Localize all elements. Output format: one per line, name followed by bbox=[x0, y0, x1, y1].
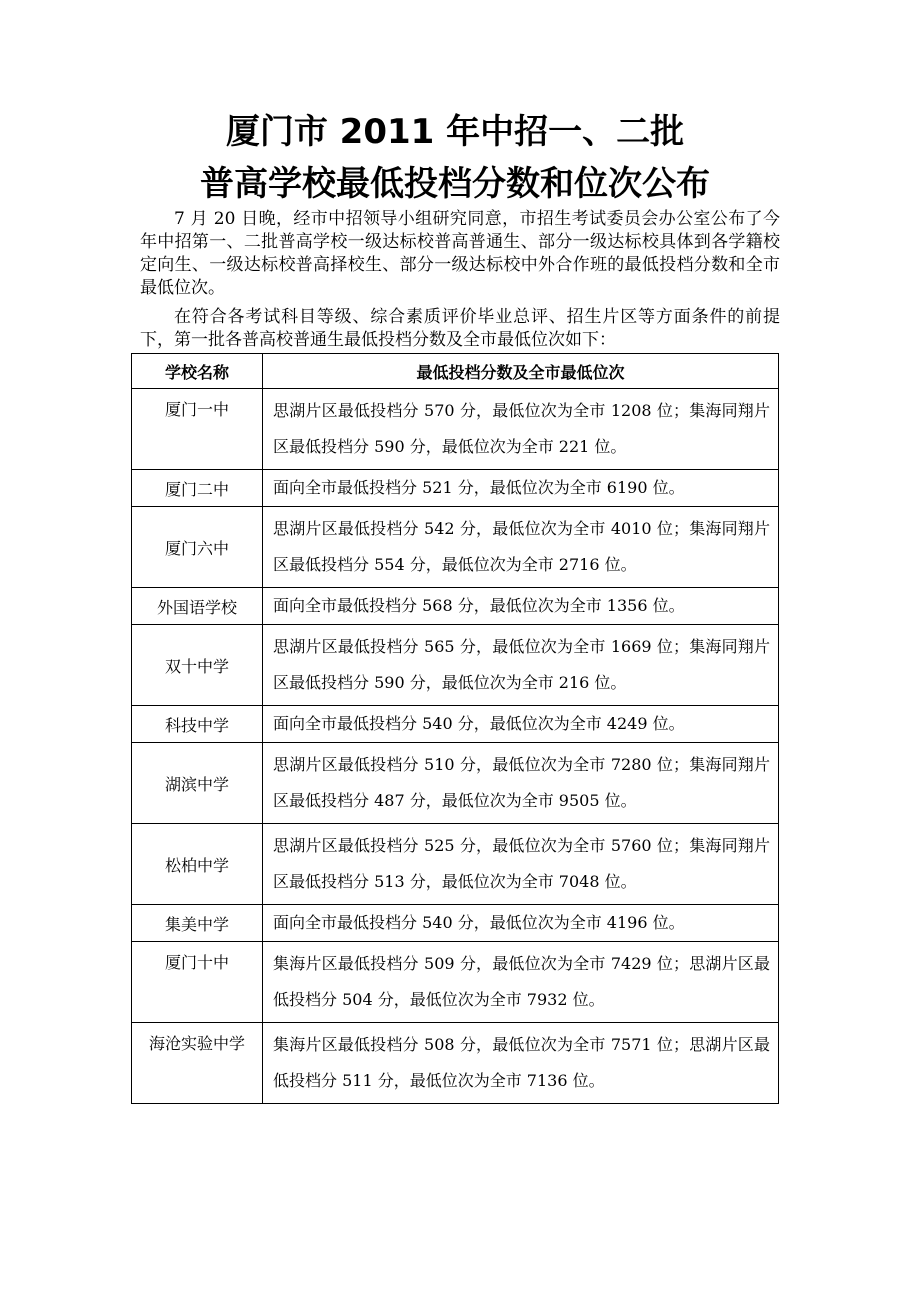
school-name: 厦门二中 bbox=[132, 470, 263, 507]
header-score-rank: 最低投档分数及全市最低位次 bbox=[263, 354, 779, 389]
school-score-desc: 思湖片区最低投档分 525 分，最低位次为全市 5760 位；集海同翔片区最低投档分 513 分，最低位次为全市 7048 位。 bbox=[263, 824, 779, 905]
table-header-row bbox=[132, 354, 779, 389]
school-score-desc: 面向全市最低投档分 540 分，最低位次为全市 4196 位。 bbox=[263, 905, 779, 942]
school-name: 双十中学 bbox=[132, 625, 263, 706]
school-name: 集美中学 bbox=[132, 905, 263, 942]
title-line-2: 普高学校最低投档分数和位次公布 bbox=[200, 164, 710, 204]
table-row bbox=[132, 507, 779, 588]
title-line-1: 厦门市 2011 年中招一、二批 bbox=[225, 112, 685, 152]
school-name: 厦门十中 bbox=[132, 942, 263, 1023]
table-row bbox=[132, 625, 779, 706]
school-score-desc: 思湖片区最低投档分 565 分，最低位次为全市 1669 位；集海同翔片区最低投档分 590 分，最低位次为全市 216 位。 bbox=[263, 625, 779, 706]
table-row bbox=[132, 470, 779, 507]
intro-paragraph: 7 月 20 日晚，经市中招领导小组研究同意，市招生考试委员会办公室公布了今年中招第一、二批普高学校一级达标校普高普通生、部分一级达标校具体到各学籍校定向生、一级达标校普高择校生、部分一级达标校中外合作班的最低投档分数和全市最低位次。 bbox=[140, 209, 780, 298]
school-score-desc: 集海片区最低投档分 508 分，最低位次为全市 7571 位；思湖片区最低投档分 511 分，最低位次为全市 7136 位。 bbox=[263, 1023, 779, 1104]
table-row bbox=[132, 1023, 779, 1104]
school-score-desc: 面向全市最低投档分 568 分，最低位次为全市 1356 位。 bbox=[263, 588, 779, 625]
table-row bbox=[132, 389, 779, 470]
table-row bbox=[132, 942, 779, 1023]
school-score-desc: 集海片区最低投档分 509 分，最低位次为全市 7429 位；思湖片区最低投档分 504 分，最低位次为全市 7932 位。 bbox=[263, 942, 779, 1023]
school-score-desc: 思湖片区最低投档分 570 分，最低位次为全市 1208 位；集海同翔片区最低投档分 590 分，最低位次为全市 221 位。 bbox=[263, 389, 779, 470]
score-table bbox=[131, 353, 779, 1104]
school-score-desc: 思湖片区最低投档分 542 分，最低位次为全市 4010 位；集海同翔片区最低投档分 554 分，最低位次为全市 2716 位。 bbox=[263, 507, 779, 588]
condition-paragraph: 在符合各考试科目等级、综合素质评价毕业总评、招生片区等方面条件的前提下，第一批各普高校普通生最低投档分数及全市最低位次如下： bbox=[140, 307, 780, 350]
school-name: 厦门六中 bbox=[132, 507, 263, 588]
table-row bbox=[132, 706, 779, 743]
table-row bbox=[132, 743, 779, 824]
school-score-desc: 面向全市最低投档分 521 分，最低位次为全市 6190 位。 bbox=[263, 470, 779, 507]
school-name: 科技中学 bbox=[132, 706, 263, 743]
school-score-desc: 思湖片区最低投档分 510 分，最低位次为全市 7280 位；集海同翔片区最低投档分 487 分，最低位次为全市 9505 位。 bbox=[263, 743, 779, 824]
table-row bbox=[132, 905, 779, 942]
school-score-desc: 面向全市最低投档分 540 分，最低位次为全市 4249 位。 bbox=[263, 706, 779, 743]
school-name: 海沧实验中学 bbox=[132, 1023, 263, 1104]
table-row bbox=[132, 588, 779, 625]
school-name: 厦门一中 bbox=[132, 389, 263, 470]
school-name: 湖滨中学 bbox=[132, 743, 263, 824]
school-name: 松柏中学 bbox=[132, 824, 263, 905]
table-row bbox=[132, 824, 779, 905]
school-name: 外国语学校 bbox=[132, 588, 263, 625]
header-school-name: 学校名称 bbox=[132, 354, 263, 389]
